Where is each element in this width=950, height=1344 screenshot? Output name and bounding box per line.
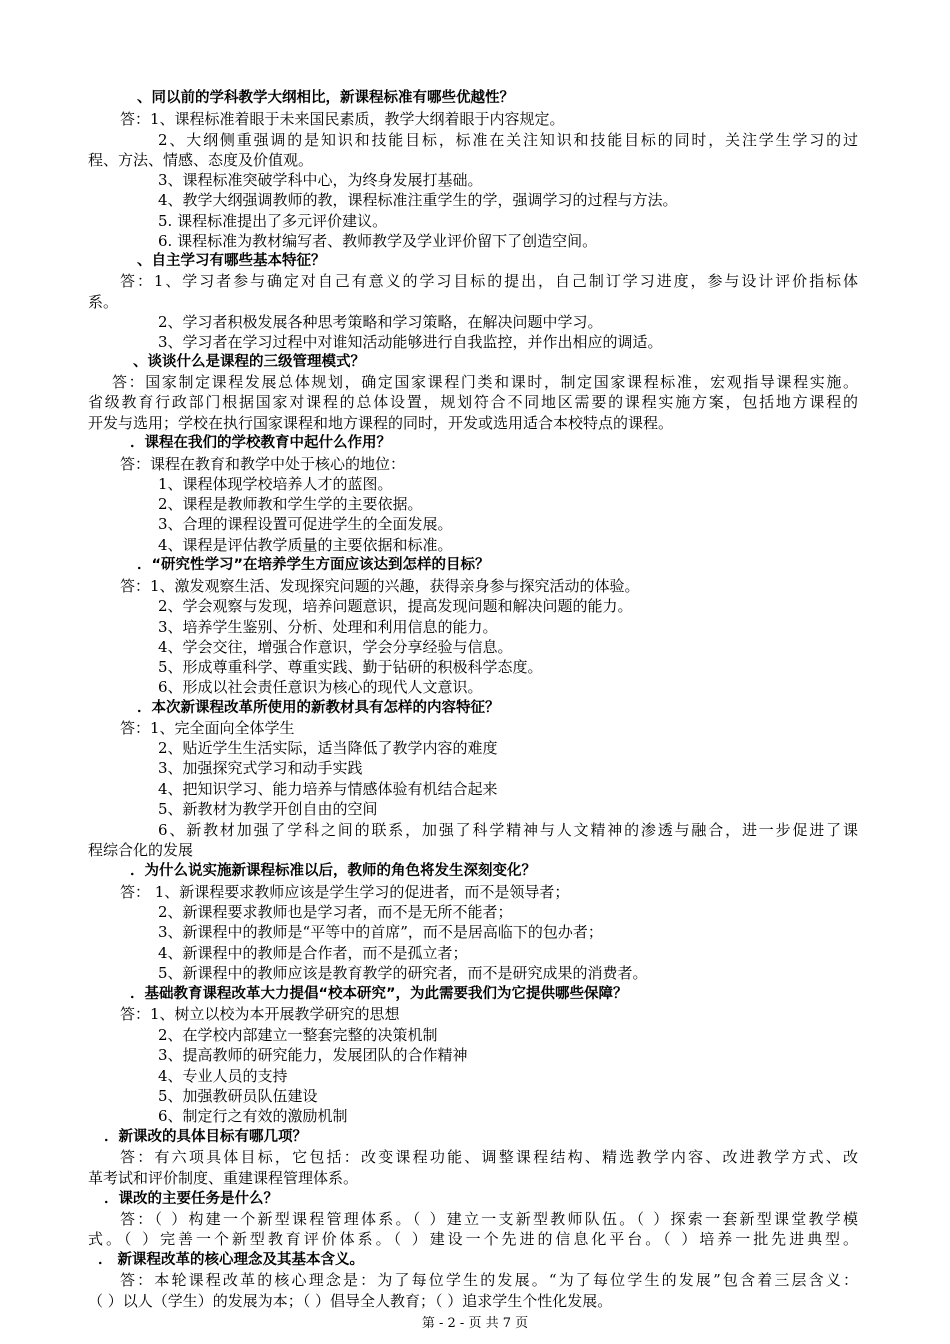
answer-line: 答：1、树立以校为本开展教学研究的思想 (120, 1005, 400, 1023)
answer-line: 省级教育行政部门根据国家对课程的总体设置，规划符合不同地区需要的课程实施方案，包括地方课程的 (88, 393, 858, 411)
question-heading: 、自主学习有哪些基本特征？ (137, 253, 326, 269)
answer-line: 答：1、完全面向全体学生 (120, 719, 295, 737)
question-heading: ．本次新课程改革所使用的新教材具有怎样的内容特征？ (137, 700, 500, 716)
answer-line: 4、学会交往，增强合作意识，学会分享经验与信息。 (158, 638, 513, 656)
question-heading: ．“研究性学习”在培养学生方面应该达到怎样的目标？ (137, 557, 490, 573)
answer-line: 系。 (88, 293, 119, 311)
answer-line: 答：1、学习者参与确定对自己有意义的学习目标的提出，自己制订学习进度，参与设计评价指标体 (120, 272, 858, 290)
answer-line: 3、合理的课程设置可促进学生的全面发展。 (158, 515, 453, 533)
answer-line: 6. 课程标准为教材编写者、教师教学及学业评价留下了创造空间。 (158, 232, 598, 250)
answer-line: 开发与选用；学校在执行国家课程和地方课程的同时，开发或选用适合本校特点的课程。 (88, 414, 674, 432)
answer-line: 2、课程是教师教和学生学的主要依据。 (158, 495, 423, 513)
answer-line: （ ）以人（学生）的发展为本；（ ）倡导全人教育；（ ）追求学生个性化发展。 (88, 1292, 613, 1310)
answer-line: 式。（ ）完善一个新型教育评价体系。（ ）建设一个先进的信息化平台。（ ）培养一批先进典型。 (88, 1230, 858, 1248)
answer-line: 2、学习者积极发展各种思考策略和学习策略，在解决问题中学习。 (158, 313, 603, 331)
answer-line: 4、专业人员的支持 (158, 1067, 288, 1085)
answer-line: 5、新教材为教学开创自由的空间 (158, 800, 378, 818)
answer-line: 答：1、课程标准着眼于未来国民素质，教学大纲着眼于内容规定。 (120, 110, 565, 128)
answer-line: 2、在学校内部建立一整套完整的决策机制 (158, 1026, 438, 1044)
answer-line: 5、形成尊重科学、尊重实践、勤于钻研的积极科学态度。 (158, 658, 543, 676)
question-heading: ．课改的主要任务是什么？ (104, 1191, 278, 1207)
answer-line: 答：本轮课程改革的核心理念是：为了每位学生的发展。“为了每位学生的发展”包含着三层含义： (120, 1271, 858, 1289)
question-heading: 、同以前的学科教学大纲相比，新课程标准有哪些优越性？ (137, 90, 514, 106)
answer-line: 4、教学大纲强调教师的教，课程标准注重学生的学，强调学习的过程与方法。 (158, 191, 678, 209)
answer-line: 2、大纲侧重强调的是知识和技能目标，标准在关注知识和技能目标的同时，关注学生学习的过 (158, 131, 858, 149)
answer-line: 革考试和评价制度、重建课程管理体系。 (88, 1169, 359, 1187)
answer-line: 答：有六项具体目标，它包括：改变课程功能、调整课程结构、精选教学内容、改进教学方式、改 (120, 1148, 858, 1166)
answer-line: 3、加强探究式学习和动手实践 (158, 759, 363, 777)
answer-line: 2、学会观察与发现，培养问题意识，提高发现问题和解决问题的能力。 (158, 597, 633, 615)
page-footer: 第 - 2 - 页 共 7 页 (421, 1316, 529, 1331)
answer-line: 3、提高教师的研究能力，发展团队的合作精神 (158, 1046, 468, 1064)
answer-line: 3、新课程中的教师是“平等中的首席”，而不是居高临下的包办者； (158, 923, 603, 941)
question-heading: 、谈谈什么是课程的三级管理模式？ (133, 354, 365, 370)
answer-line: 3、培养学生鉴别、分析、处理和利用信息的能力。 (158, 618, 498, 636)
answer-line: 4、新课程中的教师是合作者，而不是孤立者； (158, 944, 468, 962)
answer-line: 答：国家制定课程发展总体规划，确定国家课程门类和课时，制定国家课程标准，宏观指导课程实施。 (112, 373, 858, 391)
answer-line: 1、课程体现学校培养人才的蓝图。 (158, 475, 393, 493)
answer-line: 5、新课程中的教师应该是教育教学的研究者，而不是研究成果的消费者。 (158, 964, 648, 982)
answer-line: 程综合化的发展 (88, 841, 194, 859)
answer-line: 答：1、激发观察生活、发现探究问题的兴趣，获得亲身参与探究活动的体验。 (120, 577, 640, 595)
answer-line: 5、加强教研员队伍建设 (158, 1087, 318, 1105)
question-heading: ．基础教育课程改革大力提倡“校本研究”，为此需要我们为它提供哪些保障？ (130, 986, 628, 1002)
answer-line: 6、制定行之有效的激励机制 (158, 1107, 348, 1125)
question-heading: ．课程在我们的学校教育中起什么作用？ (130, 435, 391, 451)
answer-line: 5. 课程标准提出了多元评价建议。 (158, 212, 388, 230)
answer-line: 3、学习者在学习过程中对谁知活动能够进行自我监控，并作出相应的调适。 (158, 333, 663, 351)
question-heading: ．为什么说实施新课程标准以后，教师的角色将发生深刻变化？ (130, 863, 536, 879)
question-heading: ． 新课程改革的核心理念及其基本含义。 (98, 1252, 365, 1268)
answer-line: 程、方法、情感、态度及价值观。 (88, 151, 314, 169)
answer-line: 4、课程是评估教学质量的主要依据和标准。 (158, 536, 453, 554)
answer-line: 3、课程标准突破学科中心，为终身发展打基础。 (158, 171, 483, 189)
question-heading: ．新课改的具体目标有哪几项？ (104, 1129, 307, 1145)
answer-line: 答： 1、新课程要求教师应该是学生学习的促进者，而不是领导者； (120, 883, 570, 901)
answer-line: 6、形成以社会责任意识为核心的现代人文意识。 (158, 678, 483, 696)
answer-line: 答：（ ）构建一个新型课程管理体系。（ ）建立一支新型教师队伍。（ ）探索一套新型课堂教学模 (120, 1210, 858, 1228)
answer-line: 4、把知识学习、能力培养与情感体验有机结合起来 (158, 780, 498, 798)
answer-line: 6、新教材加强了学科之间的联系，加强了科学精神与人文精神的渗透与融合，进一步促进了课 (158, 821, 858, 839)
answer-line: 2、贴近学生生活实际，适当降低了教学内容的难度 (158, 739, 498, 757)
answer-line: 2、新课程要求教师也是学习者，而不是无所不能者； (158, 903, 513, 921)
answer-line: 答：课程在教育和教学中处于核心的地位： (120, 455, 406, 473)
